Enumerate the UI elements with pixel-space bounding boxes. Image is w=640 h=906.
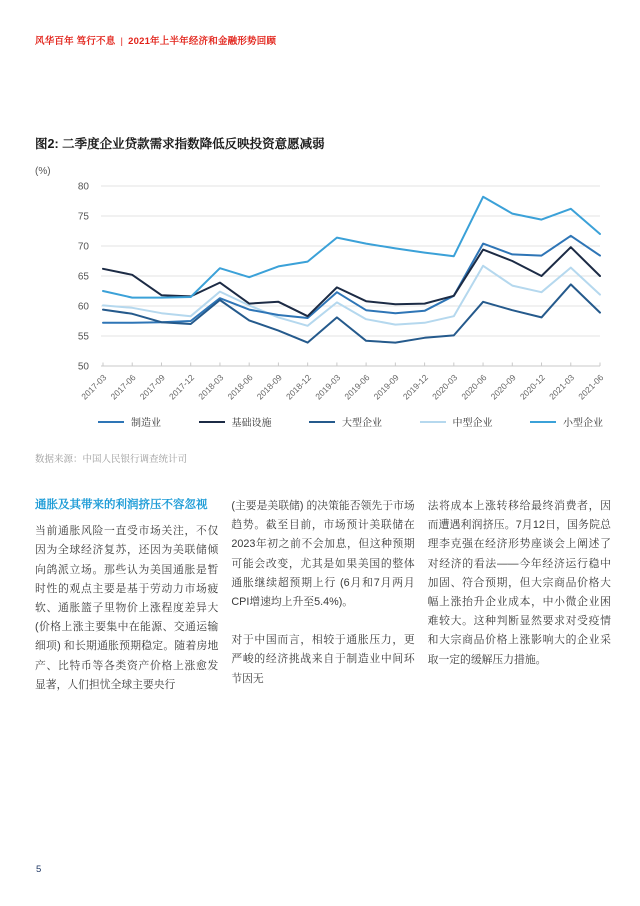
header-title: 2021年上半年经济和金融形势回顾 (128, 36, 277, 47)
series-line-2 (103, 284, 600, 342)
y-tick-label: 65 (77, 271, 89, 283)
x-tick-label: 2018-12 (283, 372, 314, 402)
body-column (428, 497, 611, 695)
legend-label: 中型企业 (452, 418, 493, 429)
x-tick-label: 2017-12 (166, 372, 197, 402)
body-column (35, 497, 218, 695)
y-tick-label: 60 (77, 301, 89, 313)
x-tick-label: 2018-03 (196, 372, 226, 402)
series-line-4 (103, 197, 600, 298)
x-tick-label: 2020-03 (430, 372, 460, 402)
body-paragraph: 对于中国而言，相较于通胀压力，更严峻的经济挑战来自于制造业中间环节因无 (231, 634, 415, 685)
legend-line-swatch (98, 421, 124, 423)
x-tick-label: 2020-06 (459, 372, 489, 402)
figure-title: 图2: 二季度企业贷款需求指数降低反映投资意愿减弱 (35, 137, 325, 151)
legend-item (98, 414, 161, 429)
section-heading: 通胀及其带来的利润挤压不容忽视 (35, 499, 208, 511)
y-tick-label: 50 (77, 361, 89, 373)
x-tick-label: 2020-09 (488, 372, 518, 402)
body-paragraph: 法将成本上涨转移给最终消费者，因而遭遇利润挤压。7月12日，国务院总理李克强在经济形势座谈会上阐述了对经济的看法——今年经济运行稳中加固、符合预期，但大宗商品价格大幅上涨抬升企业成本，中小微企业困难较大。这种判断显然要求对受疫情和大宗商品价格上涨影响大的企业采取一定的缓解压力措施。 (427, 500, 611, 666)
x-tick-label: 2017-09 (137, 372, 167, 402)
y-tick-label: 70 (77, 241, 89, 253)
figure-unit-label: (%) (35, 166, 51, 177)
header-brand: 风华百年 笃行不息 (35, 36, 116, 47)
legend-line-swatch (199, 421, 225, 423)
legend-item (530, 414, 603, 429)
legend-label: 小型企业 (563, 418, 603, 429)
x-tick-label: 2019-06 (342, 372, 372, 402)
body-paragraph: (主要是美联储) 的决策能否领先于市场趋势。截至目前，市场预计美联储在 2023年初之前不会加息，但这种预期可能会改变，尤其是如果美国的整体通胀继续超预期上行 (6月和7月两月CPI增速均上升至5.4%)。 (231, 500, 415, 609)
document-header (35, 33, 276, 47)
body-paragraph: 当前通胀风险一直受市场关注，不仅因为全球经济复苏，还因为美联储倾向鸽派立场。那些认为美国通胀是暂时性的观点主要是基于劳动力市场疲软、通胀篮子里物价上涨程度差异大 (价格上涨主要集中在能源、交通运输细项) 和长期通胀预期稳定。随着房地产、比特币等各类资产价格上涨愈发显著，人们担忧全球主要央行 (35, 525, 219, 691)
y-tick-label: 80 (77, 181, 89, 193)
header-separator: | (120, 36, 124, 47)
x-tick-label: 2019-09 (371, 372, 401, 402)
x-tick-label: 2019-03 (313, 372, 343, 402)
loan-demand-line-chart (30, 180, 610, 410)
legend-line-swatch (309, 421, 335, 423)
legend-label: 大型企业 (342, 418, 382, 429)
legend-line-swatch (530, 421, 556, 423)
x-tick-label: 2019-12 (400, 372, 431, 402)
x-tick-label: 2017-03 (79, 372, 109, 402)
x-tick-label: 2017-06 (108, 372, 138, 402)
x-tick-label: 2021-03 (547, 372, 577, 402)
legend-label: 制造业 (131, 418, 161, 429)
x-tick-label: 2018-09 (254, 372, 284, 402)
page-number: 5 (36, 864, 42, 875)
x-tick-label: 2020-12 (517, 372, 547, 402)
y-tick-label: 75 (77, 211, 89, 223)
figure-source: 数据来源：中国人民银行调查统计司 (35, 454, 188, 465)
x-tick-label: 2018-06 (225, 372, 255, 402)
chart-legend (98, 414, 603, 429)
legend-line-swatch (420, 421, 446, 423)
body-text-columns (35, 497, 611, 695)
legend-item (199, 414, 272, 429)
y-tick-label: 55 (77, 331, 89, 343)
body-column (231, 497, 414, 695)
legend-item (309, 414, 382, 429)
x-tick-label: 2021-06 (576, 372, 606, 402)
legend-item (420, 414, 493, 429)
legend-label: 基础设施 (231, 418, 272, 429)
